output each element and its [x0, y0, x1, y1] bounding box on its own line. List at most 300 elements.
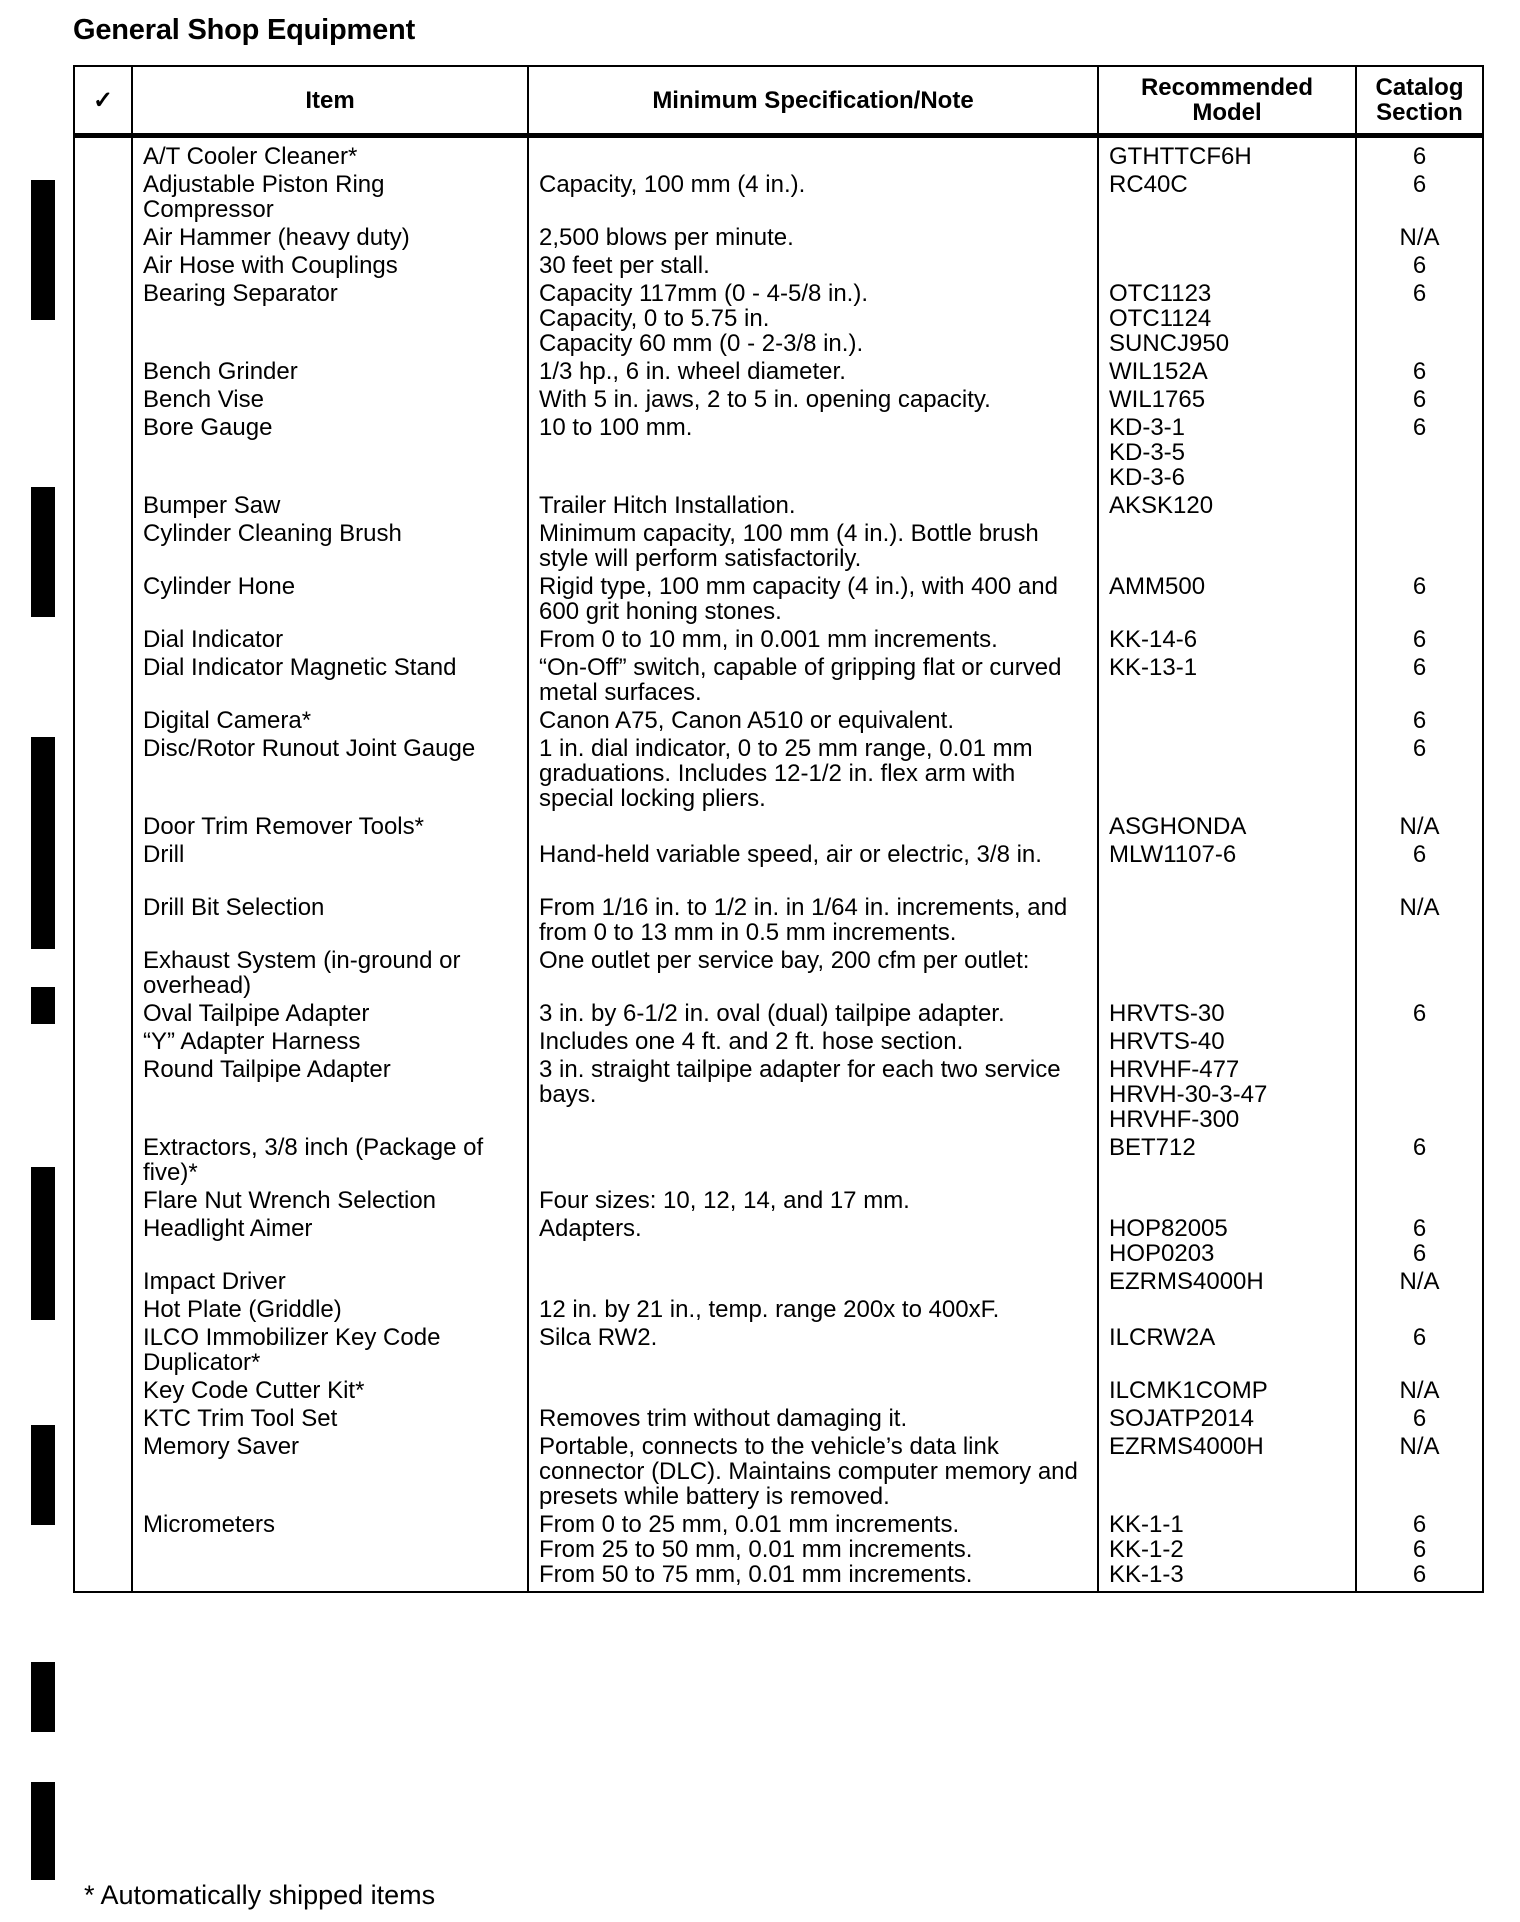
model-cell — [1098, 1512, 1356, 1592]
catalog-cell — [1356, 627, 1483, 655]
spec-cell — [528, 1057, 1098, 1135]
check-cell — [74, 627, 132, 655]
spec-cell — [528, 172, 1098, 225]
check-cell — [74, 225, 132, 253]
model-line: KK-13-1 — [1109, 654, 1198, 681]
header-catalog: Catalog Section — [1356, 66, 1483, 136]
check-cell — [74, 1269, 132, 1297]
check-cell — [74, 655, 132, 708]
item-cell: ILCO Immobilizer Key Code Duplicator* — [132, 1325, 528, 1378]
change-bar — [31, 1662, 55, 1732]
model-line: OTC1123 — [1109, 280, 1212, 307]
table-row — [74, 1269, 1483, 1297]
check-cell — [74, 1512, 132, 1592]
spec-line: 1/3 hp., 6 in. wheel diameter. — [539, 358, 846, 385]
catalog-line: N/A — [1399, 1433, 1440, 1460]
change-bar — [31, 1782, 55, 1880]
catalog-line: N/A — [1399, 224, 1440, 251]
model-line: BET712 — [1109, 1134, 1196, 1161]
spec-line: 12 in. by 21 in., temp. range 200x to 400xF. — [539, 1296, 1000, 1323]
model-cell — [1098, 627, 1356, 655]
header-item: Item — [132, 66, 528, 136]
spec-cell — [528, 708, 1098, 736]
spec-cell — [528, 225, 1098, 253]
catalog-line: 6 — [1412, 626, 1427, 653]
check-cell — [74, 1325, 132, 1378]
spec-cell — [528, 842, 1098, 895]
header-model: Recommended Model — [1098, 66, 1356, 136]
item-cell: Bench Vise — [132, 387, 528, 415]
table-row — [74, 1188, 1483, 1216]
item-cell: Memory Saver — [132, 1434, 528, 1512]
model-cell — [1098, 708, 1356, 736]
catalog-line: 6 — [1412, 1536, 1427, 1563]
catalog-cell — [1356, 574, 1483, 627]
spec-line: Includes one 4 ft. and 2 ft. hose section. — [539, 1028, 964, 1055]
model-cell — [1098, 359, 1356, 387]
table-row — [74, 136, 1483, 173]
model-line: ILCRW2A — [1109, 1324, 1216, 1351]
catalog-cell — [1356, 1325, 1483, 1378]
catalog-line: 6 — [1412, 1240, 1427, 1267]
spec-line: From 1/16 in. to 1/2 in. in 1/64 in. increments, and from 0 to 13 mm in 0.5 mm increments. — [539, 894, 1068, 946]
change-bar — [31, 737, 55, 949]
item-cell: Cylinder Hone — [132, 574, 528, 627]
catalog-line: 6 — [1412, 841, 1427, 868]
table-row — [74, 1325, 1483, 1378]
model-line: KD-3-5 — [1109, 439, 1186, 466]
spec-cell — [528, 359, 1098, 387]
catalog-line: 6 — [1412, 654, 1427, 681]
check-cell — [74, 1434, 132, 1512]
model-cell — [1098, 1269, 1356, 1297]
model-line: EZRMS4000H — [1109, 1268, 1264, 1295]
spec-cell — [528, 1434, 1098, 1512]
catalog-cell — [1356, 1188, 1483, 1216]
spec-line: 30 feet per stall. — [539, 252, 710, 279]
catalog-line: 6 — [1412, 280, 1427, 307]
model-line: GTHTTCF6H — [1109, 143, 1252, 170]
catalog-cell — [1356, 1269, 1483, 1297]
catalog-cell — [1356, 708, 1483, 736]
model-line: HRVHF-300 — [1109, 1106, 1240, 1133]
header-row — [74, 66, 1483, 136]
table-row — [74, 172, 1483, 225]
check-cell — [74, 1188, 132, 1216]
table-row — [74, 948, 1483, 1001]
catalog-line: 6 — [1412, 143, 1427, 170]
check-cell — [74, 387, 132, 415]
catalog-cell — [1356, 281, 1483, 359]
item-cell: Bumper Saw — [132, 493, 528, 521]
catalog-line: 6 — [1412, 358, 1427, 385]
item-cell: Adjustable Piston Ring Compressor — [132, 172, 528, 225]
item-cell: Air Hose with Couplings — [132, 253, 528, 281]
check-cell — [74, 1029, 132, 1057]
spec-line: From 0 to 10 mm, in 0.001 mm increments. — [539, 626, 998, 653]
catalog-line: 6 — [1412, 573, 1427, 600]
model-cell — [1098, 281, 1356, 359]
item-cell: Oval Tailpipe Adapter — [132, 1001, 528, 1029]
spec-line: Adapters. — [539, 1215, 642, 1242]
spec-line: Minimum capacity, 100 mm (4 in.). Bottle brush style will perform satisfactorily. — [539, 520, 1039, 572]
spec-line: From 50 to 75 mm, 0.01 mm increments. — [539, 1561, 973, 1588]
table-row — [74, 493, 1483, 521]
catalog-cell — [1356, 1029, 1483, 1057]
item-cell: Dial Indicator — [132, 627, 528, 655]
table-row — [74, 655, 1483, 708]
spec-line: Four sizes: 10, 12, 14, and 17 mm. — [539, 1187, 910, 1214]
spec-cell — [528, 655, 1098, 708]
catalog-cell — [1356, 225, 1483, 253]
check-cell — [74, 708, 132, 736]
model-line: KK-1-1 — [1109, 1511, 1184, 1538]
item-cell: Key Code Cutter Kit* — [132, 1378, 528, 1406]
catalog-cell — [1356, 136, 1483, 173]
model-line: WIL152A — [1109, 358, 1208, 385]
change-bar — [31, 987, 55, 1024]
spec-line: Trailer Hitch Installation. — [539, 492, 796, 519]
spec-cell — [528, 1406, 1098, 1434]
spec-cell — [528, 1297, 1098, 1325]
model-cell — [1098, 1188, 1356, 1216]
catalog-line: 6 — [1412, 1324, 1427, 1351]
spec-cell — [528, 1512, 1098, 1592]
catalog-cell — [1356, 1297, 1483, 1325]
check-cell — [74, 1378, 132, 1406]
change-bar — [31, 1167, 55, 1320]
item-cell: Disc/Rotor Runout Joint Gauge — [132, 736, 528, 814]
catalog-line: N/A — [1399, 1268, 1440, 1295]
item-cell: Impact Driver — [132, 1269, 528, 1297]
spec-cell — [528, 521, 1098, 574]
change-bar — [31, 1425, 55, 1525]
model-line: KK-1-2 — [1109, 1536, 1184, 1563]
catalog-line: 6 — [1412, 1215, 1427, 1242]
model-line: HRVTS-30 — [1109, 1000, 1225, 1027]
model-line: AMM500 — [1109, 573, 1206, 600]
item-cell: Bench Grinder — [132, 359, 528, 387]
table-row — [74, 1057, 1483, 1135]
catalog-cell — [1356, 1406, 1483, 1434]
model-cell — [1098, 948, 1356, 1001]
check-cell — [74, 493, 132, 521]
item-cell: Dial Indicator Magnetic Stand — [132, 655, 528, 708]
spec-line: Silca RW2. — [539, 1324, 658, 1351]
change-bar — [31, 487, 55, 617]
table-row — [74, 574, 1483, 627]
catalog-cell — [1356, 1512, 1483, 1592]
table-row — [74, 1406, 1483, 1434]
item-cell: Micrometers — [132, 1512, 528, 1592]
spec-cell — [528, 1188, 1098, 1216]
table-row — [74, 1001, 1483, 1029]
spec-cell — [528, 1029, 1098, 1057]
table-row — [74, 1512, 1483, 1592]
item-cell: Drill Bit Selection — [132, 895, 528, 948]
catalog-cell — [1356, 1135, 1483, 1188]
model-cell — [1098, 895, 1356, 948]
catalog-line: 6 — [1412, 1561, 1427, 1588]
model-cell — [1098, 574, 1356, 627]
item-cell: Exhaust System (in-ground or overhead) — [132, 948, 528, 1001]
catalog-line: 6 — [1412, 1134, 1427, 1161]
item-cell: Bore Gauge — [132, 415, 528, 493]
check-cell — [74, 1216, 132, 1269]
spec-cell — [528, 814, 1098, 842]
spec-line: From 0 to 25 mm, 0.01 mm increments. — [539, 1511, 960, 1538]
check-cell — [74, 415, 132, 493]
item-cell: Extractors, 3/8 inch (Package of five)* — [132, 1135, 528, 1188]
spec-cell — [528, 1135, 1098, 1188]
model-cell — [1098, 136, 1356, 173]
catalog-cell — [1356, 895, 1483, 948]
table-row — [74, 253, 1483, 281]
model-cell — [1098, 387, 1356, 415]
model-line: ILCMK1COMP — [1109, 1377, 1268, 1404]
model-line: AKSK120 — [1109, 492, 1214, 519]
check-cell — [74, 574, 132, 627]
model-cell — [1098, 842, 1356, 895]
model-cell — [1098, 655, 1356, 708]
model-cell — [1098, 1378, 1356, 1406]
model-line: RC40C — [1109, 171, 1188, 198]
model-cell — [1098, 1325, 1356, 1378]
model-line: HRVTS-40 — [1109, 1028, 1225, 1055]
table-row — [74, 708, 1483, 736]
table-row — [74, 627, 1483, 655]
table-row — [74, 281, 1483, 359]
check-cell — [74, 136, 132, 173]
catalog-cell — [1356, 655, 1483, 708]
catalog-cell — [1356, 1434, 1483, 1512]
catalog-cell — [1356, 493, 1483, 521]
check-cell — [74, 521, 132, 574]
table-row — [74, 1378, 1483, 1406]
item-cell: Air Hammer (heavy duty) — [132, 225, 528, 253]
check-cell — [74, 1057, 132, 1135]
model-line: KK-14-6 — [1109, 626, 1198, 653]
model-line: WIL1765 — [1109, 386, 1206, 413]
catalog-cell — [1356, 1216, 1483, 1269]
model-line: KD-3-6 — [1109, 464, 1186, 491]
spec-cell — [528, 387, 1098, 415]
item-cell: KTC Trim Tool Set — [132, 1406, 528, 1434]
check-cell — [74, 814, 132, 842]
model-cell — [1098, 1297, 1356, 1325]
table-body — [74, 136, 1483, 1593]
catalog-cell — [1356, 1057, 1483, 1135]
spec-line: Capacity, 100 mm (4 in.). — [539, 171, 806, 198]
spec-cell — [528, 253, 1098, 281]
catalog-cell — [1356, 172, 1483, 225]
model-line: EZRMS4000H — [1109, 1433, 1264, 1460]
check-cell — [74, 253, 132, 281]
catalog-cell — [1356, 842, 1483, 895]
catalog-line: 6 — [1412, 1405, 1427, 1432]
item-cell: Door Trim Remover Tools* — [132, 814, 528, 842]
check-cell — [74, 281, 132, 359]
model-line: HOP0203 — [1109, 1240, 1215, 1267]
spec-cell — [528, 627, 1098, 655]
table-row — [74, 1029, 1483, 1057]
item-cell: Digital Camera* — [132, 708, 528, 736]
catalog-cell — [1356, 415, 1483, 493]
table-row — [74, 736, 1483, 814]
item-cell: Round Tailpipe Adapter — [132, 1057, 528, 1135]
spec-cell — [528, 1269, 1098, 1297]
item-cell: Cylinder Cleaning Brush — [132, 521, 528, 574]
spec-cell — [528, 1378, 1098, 1406]
model-cell — [1098, 1135, 1356, 1188]
spec-line: Rigid type, 100 mm capacity (4 in.), with 400 and 600 grit honing stones. — [539, 573, 1058, 625]
catalog-line: 6 — [1412, 735, 1427, 762]
spec-line: With 5 in. jaws, 2 to 5 in. opening capacity. — [539, 386, 991, 413]
check-cell — [74, 895, 132, 948]
spec-cell — [528, 1216, 1098, 1269]
catalog-line: 6 — [1412, 1000, 1427, 1027]
spec-line: 1 in. dial indicator, 0 to 25 mm range, 0.01 mm graduations. Includes 12-1/2 in. flex arm with special locking pliers. — [539, 735, 1033, 812]
model-cell — [1098, 521, 1356, 574]
model-cell — [1098, 415, 1356, 493]
spec-line: 2,500 blows per minute. — [539, 224, 794, 251]
model-cell — [1098, 1029, 1356, 1057]
item-cell: Hot Plate (Griddle) — [132, 1297, 528, 1325]
checkmark-icon: ✓ — [74, 66, 132, 136]
check-cell — [74, 948, 132, 1001]
catalog-line: 6 — [1412, 386, 1427, 413]
spec-line: Removes trim without damaging it. — [539, 1405, 908, 1432]
spec-line: From 25 to 50 mm, 0.01 mm increments. — [539, 1536, 973, 1563]
model-cell — [1098, 172, 1356, 225]
model-cell — [1098, 1216, 1356, 1269]
check-cell — [74, 1001, 132, 1029]
model-line: KD-3-1 — [1109, 414, 1186, 441]
catalog-cell — [1356, 387, 1483, 415]
table-row — [74, 1434, 1483, 1512]
spec-cell — [528, 948, 1098, 1001]
catalog-line: N/A — [1399, 894, 1440, 921]
spec-line: Capacity, 0 to 5.75 in. — [539, 305, 770, 332]
catalog-line: 6 — [1412, 707, 1427, 734]
model-line: MLW1107-6 — [1109, 841, 1237, 868]
spec-line: 3 in. by 6-1/2 in. oval (dual) tailpipe adapter. — [539, 1000, 1005, 1027]
spec-line: 3 in. straight tailpipe adapter for each two service bays. — [539, 1056, 1061, 1108]
catalog-cell — [1356, 736, 1483, 814]
spec-cell — [528, 136, 1098, 173]
catalog-cell — [1356, 1378, 1483, 1406]
table-row — [74, 359, 1483, 387]
table-row — [74, 1135, 1483, 1188]
spec-line: Capacity 60 mm (0 - 2-3/8 in.). — [539, 330, 864, 357]
model-cell — [1098, 1057, 1356, 1135]
item-cell: “Y” Adapter Harness — [132, 1029, 528, 1057]
header-spec: Minimum Specification/Note — [528, 66, 1098, 136]
equipment-table — [73, 65, 1484, 1593]
spec-line: 10 to 100 mm. — [539, 414, 693, 441]
check-cell — [74, 842, 132, 895]
model-line: SOJATP2014 — [1109, 1405, 1254, 1432]
item-cell: Headlight Aimer — [132, 1216, 528, 1269]
item-cell: Bearing Separator — [132, 281, 528, 359]
model-cell — [1098, 225, 1356, 253]
item-cell: Flare Nut Wrench Selection — [132, 1188, 528, 1216]
table-row — [74, 814, 1483, 842]
catalog-cell — [1356, 814, 1483, 842]
spec-cell — [528, 415, 1098, 493]
table-row — [74, 1216, 1483, 1269]
model-line: HRVH-30-3-47 — [1109, 1081, 1268, 1108]
table-row — [74, 1297, 1483, 1325]
spec-cell — [528, 281, 1098, 359]
change-bar — [31, 180, 55, 320]
catalog-line: 6 — [1412, 1511, 1427, 1538]
spec-cell — [528, 1001, 1098, 1029]
model-cell — [1098, 1406, 1356, 1434]
spec-line: Hand-held variable speed, air or electric, 3/8 in. — [539, 841, 1042, 868]
catalog-line: 6 — [1412, 414, 1427, 441]
model-line: HRVHF-477 — [1109, 1056, 1240, 1083]
spec-cell — [528, 493, 1098, 521]
model-cell — [1098, 1434, 1356, 1512]
model-cell — [1098, 493, 1356, 521]
spec-line: Capacity 117mm (0 - 4-5/8 in.). — [539, 280, 869, 307]
spec-line: One outlet per service bay, 200 cfm per outlet: — [539, 947, 1030, 974]
table-row — [74, 387, 1483, 415]
catalog-cell — [1356, 521, 1483, 574]
spec-cell — [528, 736, 1098, 814]
check-cell — [74, 1406, 132, 1434]
model-cell — [1098, 814, 1356, 842]
spec-line: Portable, connects to the vehicle’s data link connector (DLC). Maintains computer memory and presets while battery is removed. — [539, 1433, 1078, 1510]
catalog-cell — [1356, 359, 1483, 387]
model-cell — [1098, 1001, 1356, 1029]
model-line: SUNCJ950 — [1109, 330, 1230, 357]
model-cell — [1098, 736, 1356, 814]
catalog-line: 6 — [1412, 252, 1427, 279]
page-title: General Shop Equipment — [73, 14, 416, 46]
table-row — [74, 225, 1483, 253]
check-cell — [74, 1135, 132, 1188]
model-line: OTC1124 — [1109, 305, 1212, 332]
catalog-line: N/A — [1399, 1377, 1440, 1404]
spec-line: Canon A75, Canon A510 or equivalent. — [539, 707, 954, 734]
model-line: HOP82005 — [1109, 1215, 1228, 1242]
model-line: KK-1-3 — [1109, 1561, 1184, 1588]
table-row — [74, 895, 1483, 948]
spec-cell — [528, 895, 1098, 948]
table-row — [74, 842, 1483, 895]
item-cell: A/T Cooler Cleaner* — [132, 136, 528, 173]
footnote: * Automatically shipped items — [84, 1880, 436, 1910]
check-cell — [74, 359, 132, 387]
check-cell — [74, 1297, 132, 1325]
check-cell — [74, 736, 132, 814]
item-cell: Drill — [132, 842, 528, 895]
table-row — [74, 521, 1483, 574]
catalog-cell — [1356, 1001, 1483, 1029]
table-row — [74, 415, 1483, 493]
check-cell — [74, 172, 132, 225]
spec-cell — [528, 1325, 1098, 1378]
model-line: ASGHONDA — [1109, 813, 1247, 840]
catalog-line: N/A — [1399, 813, 1440, 840]
spec-line: “On-Off” switch, capable of gripping flat or curved metal surfaces. — [539, 654, 1062, 706]
model-cell — [1098, 253, 1356, 281]
catalog-cell — [1356, 948, 1483, 1001]
catalog-line: 6 — [1412, 171, 1427, 198]
spec-cell — [528, 574, 1098, 627]
